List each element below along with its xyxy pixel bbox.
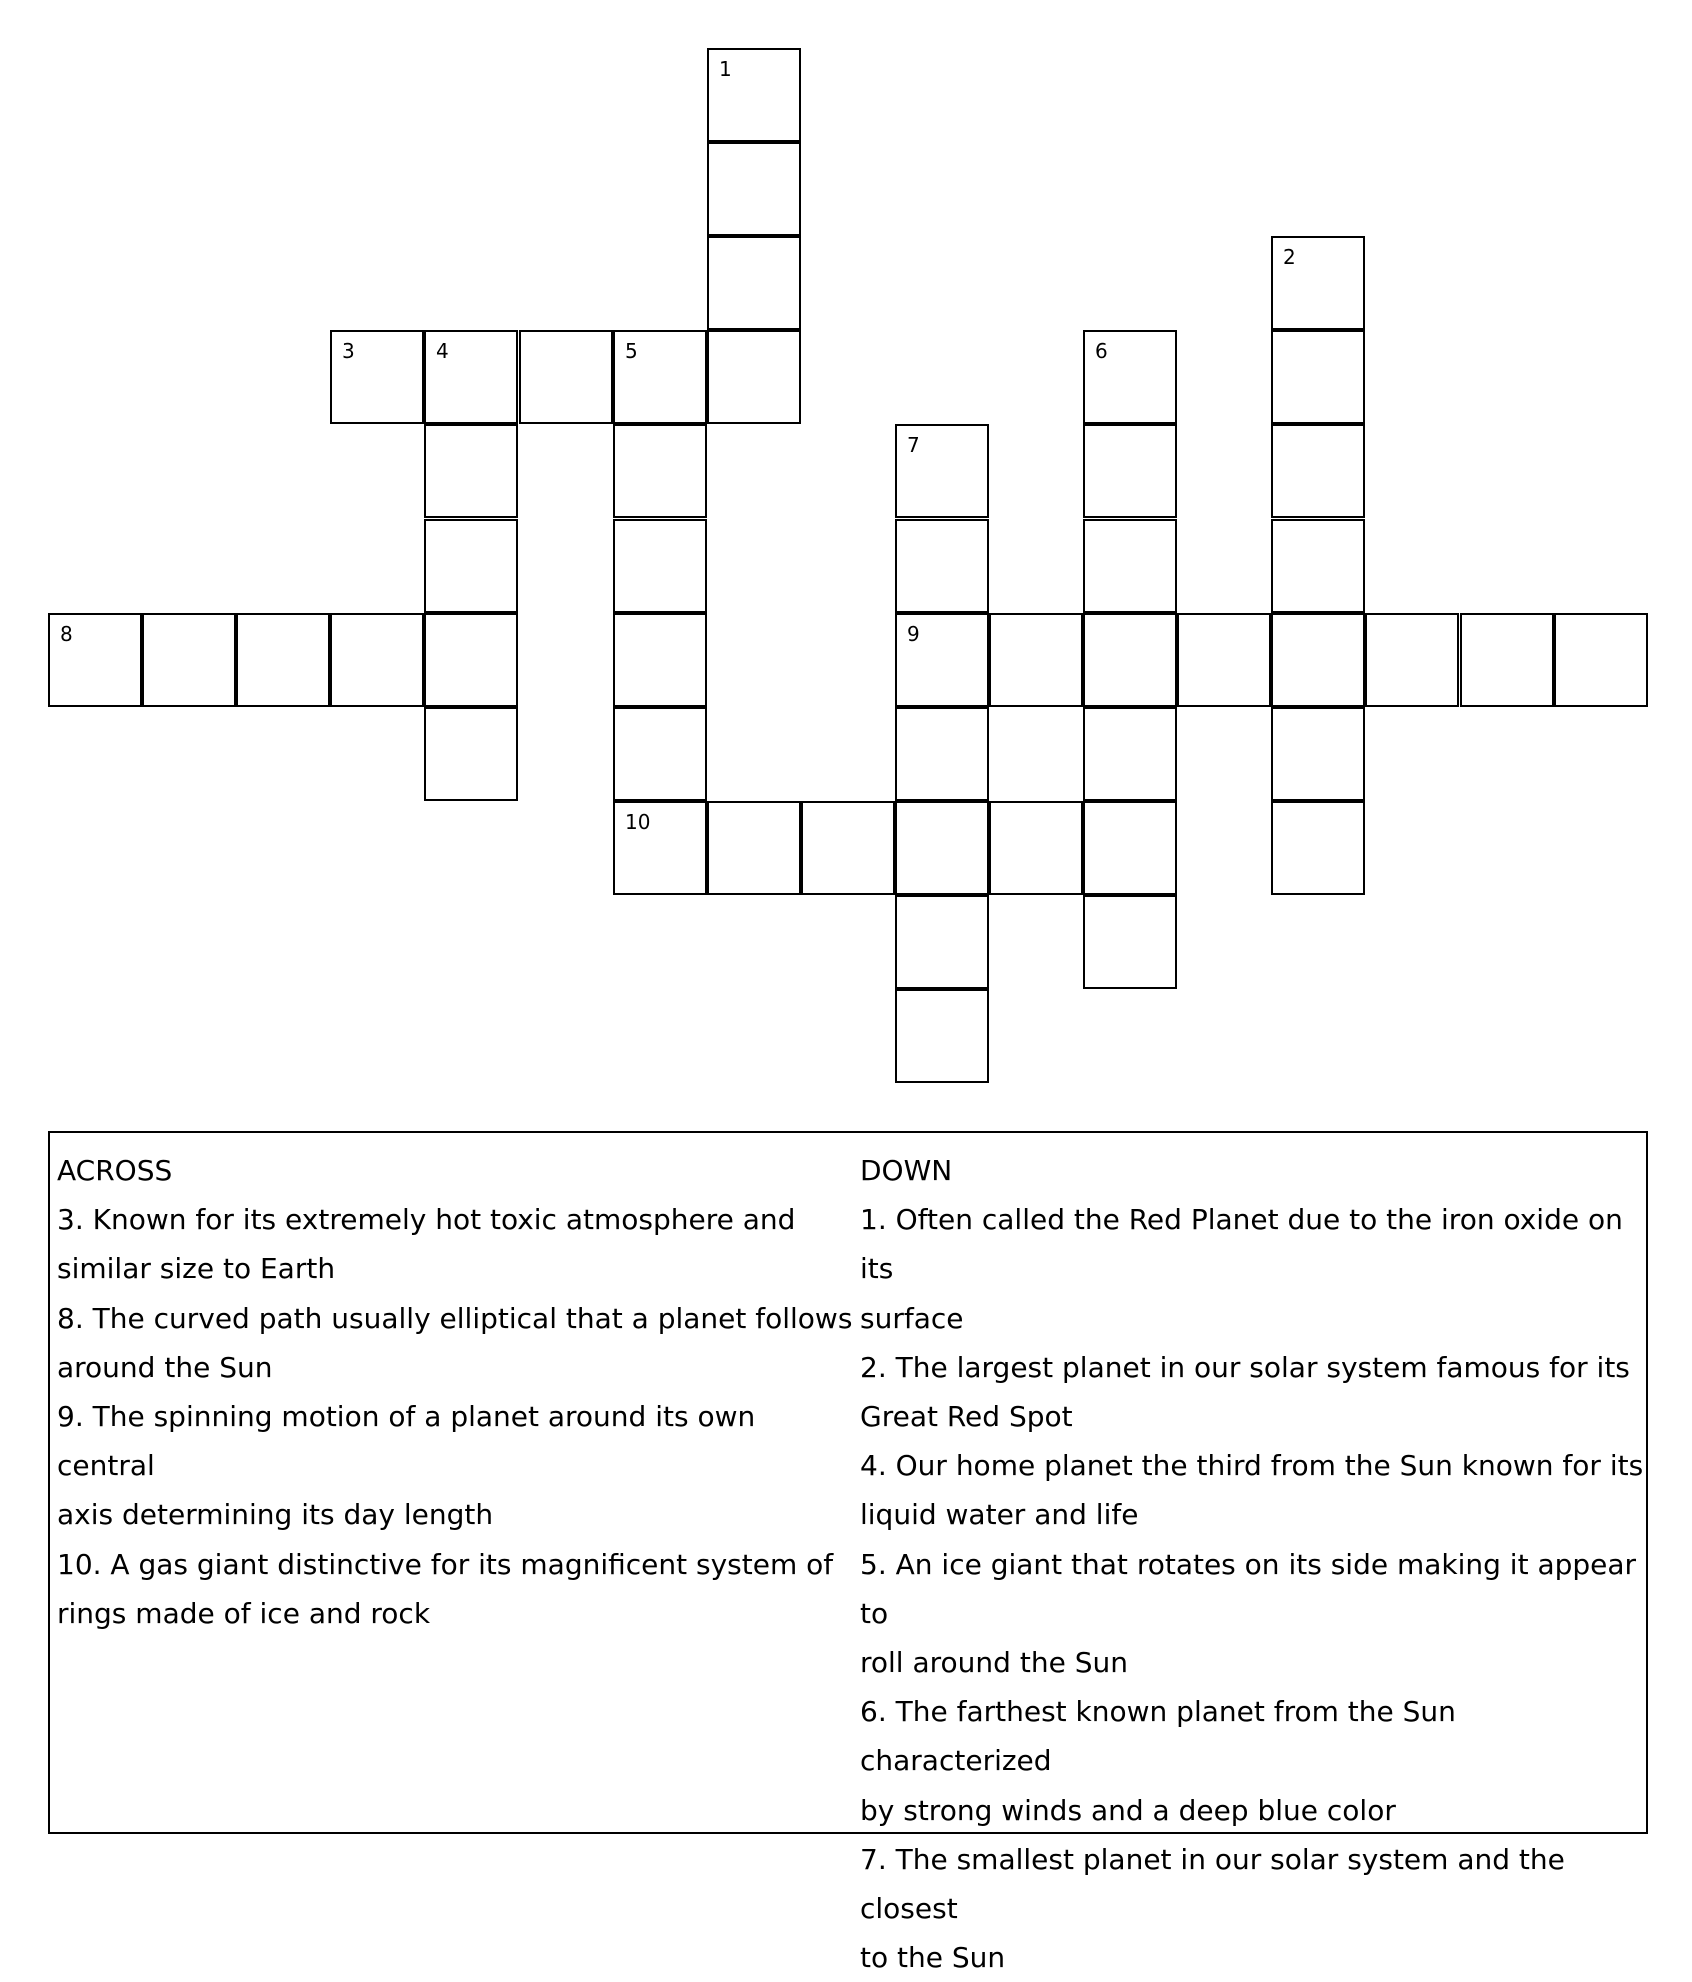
clue-line: 5. An ice giant that rotates on its side making it appear to: [860, 1547, 1637, 1630]
crossword-cell[interactable]: [895, 989, 989, 1083]
crossword-cell[interactable]: [1083, 424, 1177, 518]
clue-number: 10: [625, 810, 651, 834]
crossword-cell[interactable]: [895, 895, 989, 989]
down-heading: DOWN: [860, 1154, 953, 1187]
crossword-cell[interactable]: [236, 613, 330, 707]
clue-line: 8. The curved path usually elliptical that a planet follows: [57, 1301, 853, 1335]
crossword-cell[interactable]: [895, 424, 989, 518]
across-heading: ACROSS: [57, 1154, 173, 1187]
clue-number: 3: [342, 339, 355, 363]
crossword-cell[interactable]: [1271, 424, 1365, 518]
clue-number: 6: [1095, 339, 1108, 363]
crossword-cell[interactable]: [707, 142, 801, 236]
clue-line: rings made of ice and rock: [57, 1596, 431, 1630]
crossword-cell[interactable]: [1271, 613, 1365, 707]
clue-panel: [48, 1131, 1648, 1975]
crossword-cell[interactable]: [613, 613, 707, 707]
crossword-cell[interactable]: [613, 424, 707, 518]
crossword-cell[interactable]: [707, 330, 801, 424]
clue-line: Great Red Spot: [860, 1400, 1073, 1434]
crossword-cell[interactable]: [424, 330, 518, 424]
clue-line: 7. The smallest planet in our solar system and the closest: [860, 1842, 1565, 1926]
crossword-cell[interactable]: [1083, 613, 1177, 707]
crossword-cell[interactable]: [1083, 895, 1177, 989]
clue-line: 10. A gas giant distinctive for its magnificent system of: [57, 1547, 834, 1581]
clue-number: 7: [907, 433, 920, 457]
crossword-cell[interactable]: [707, 48, 801, 142]
crossword-cell[interactable]: [424, 613, 518, 707]
crossword-cell[interactable]: [989, 613, 1083, 707]
crossword-cell[interactable]: [613, 707, 707, 801]
clue-number: 4: [436, 339, 449, 363]
clue-line: liquid water and life: [860, 1498, 1139, 1532]
crossword-cell[interactable]: [989, 801, 1083, 895]
clue-line: around the Sun: [57, 1350, 273, 1384]
crossword-cell[interactable]: [1365, 613, 1459, 707]
crossword-cell[interactable]: [424, 519, 518, 613]
clue-line: 2. The largest planet in our solar system famous for its: [860, 1350, 1630, 1384]
clue-number: 1: [719, 57, 732, 81]
crossword-cell[interactable]: [519, 330, 613, 424]
clue-line: similar size to Earth: [57, 1252, 336, 1286]
down-clues: [860, 1146, 1645, 1982]
clue-line: 3. Known for its extremely hot toxic atmosphere and: [57, 1203, 796, 1237]
clue-line: 1. Often called the Red Planet due to the iron oxide on its: [860, 1203, 1623, 1286]
crossword-cell[interactable]: [1271, 801, 1365, 895]
crossword-cell[interactable]: [707, 236, 801, 330]
crossword-cell[interactable]: [142, 613, 236, 707]
crossword-cell[interactable]: [707, 801, 801, 895]
clue-number: 9: [907, 622, 920, 646]
crossword-cell[interactable]: [48, 613, 142, 707]
crossword-cell[interactable]: [895, 707, 989, 801]
crossword-cell[interactable]: [1177, 613, 1271, 707]
clue-line: 9. The spinning motion of a planet around its own central: [57, 1400, 756, 1483]
clue-line: axis determining its day length: [57, 1498, 494, 1532]
clue-line: to the Sun: [860, 1941, 1006, 1975]
crossword-cell[interactable]: [1460, 613, 1554, 707]
crossword-cell[interactable]: [330, 330, 424, 424]
clue-line: by strong winds and a deep blue color: [860, 1793, 1396, 1827]
crossword-cell[interactable]: [1083, 707, 1177, 801]
clue-line: 4. Our home planet the third from the Sun known for its: [860, 1449, 1644, 1483]
clue-number: 2: [1283, 245, 1296, 269]
crossword-cell[interactable]: [1083, 519, 1177, 613]
crossword-cell[interactable]: [1083, 801, 1177, 895]
crossword-cell[interactable]: [424, 424, 518, 518]
crossword-cell[interactable]: [1554, 613, 1648, 707]
clue-line: 6. The farthest known planet from the Sun characterized: [860, 1695, 1456, 1778]
clue-line: roll around the Sun: [860, 1646, 1128, 1680]
clue-number: 5: [625, 339, 638, 363]
crossword-cell[interactable]: [424, 707, 518, 801]
crossword-cell[interactable]: [1271, 330, 1365, 424]
crossword-cell[interactable]: [801, 801, 895, 895]
crossword-cell[interactable]: [613, 801, 707, 895]
crossword-cell[interactable]: [895, 613, 989, 707]
crossword-cell[interactable]: [330, 613, 424, 707]
clue-line: surface: [860, 1301, 964, 1335]
crossword-cell[interactable]: [1271, 519, 1365, 613]
crossword-cell[interactable]: [1271, 236, 1365, 330]
crossword-cell[interactable]: [895, 801, 989, 895]
clue-number: 8: [60, 622, 73, 646]
crossword-cell[interactable]: [1271, 707, 1365, 801]
crossword-cell[interactable]: [1083, 330, 1177, 424]
crossword-cell[interactable]: [613, 519, 707, 613]
crossword-cell[interactable]: [613, 330, 707, 424]
across-clues: [57, 1146, 857, 1638]
crossword-cell[interactable]: [895, 519, 989, 613]
